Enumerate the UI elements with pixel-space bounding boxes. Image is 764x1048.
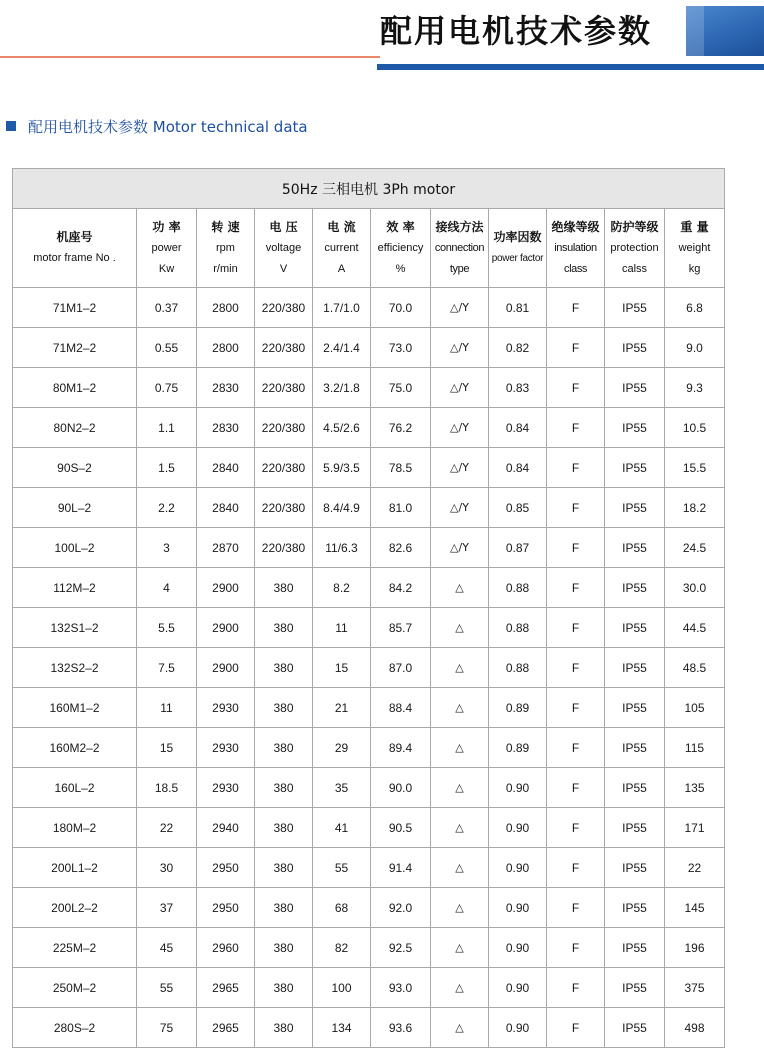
table-cell-frame: 180M–2: [13, 808, 137, 848]
table-row: [13, 608, 725, 648]
table-cell-current: 4.5/2.6: [313, 408, 371, 448]
table-cell-protection: IP55: [605, 808, 665, 848]
table-cell-current: 8.2: [313, 568, 371, 608]
table-cell-speed: 2940: [197, 808, 255, 848]
table-cell-weight: 105: [665, 688, 725, 728]
table-cell-power-factor: 0.88: [489, 568, 547, 608]
column-header-en: Kw: [158, 262, 175, 275]
table-cell-current: 55: [313, 848, 371, 888]
table-row: [13, 768, 725, 808]
table-cell-voltage: 380: [255, 688, 313, 728]
table-cell-insulation: F: [547, 728, 605, 768]
table-cell-voltage: 380: [255, 888, 313, 928]
table-cell-weight: 9.3: [665, 368, 725, 408]
table-cell-speed: 2870: [197, 528, 255, 568]
table-cell-weight: 135: [665, 768, 725, 808]
column-header-current: [313, 209, 371, 288]
table-cell-connection: △/Y: [431, 288, 489, 328]
table-cell-power-factor: 0.90: [489, 928, 547, 968]
table-cell-weight: 22: [665, 848, 725, 888]
table-cell-frame: 280S–2: [13, 1008, 137, 1048]
table-body: [13, 288, 725, 1048]
table-cell-power: 55: [137, 968, 197, 1008]
table-cell-efficiency: 93.6: [371, 1008, 431, 1048]
table-cell-efficiency: 85.7: [371, 608, 431, 648]
table-cell-weight: 196: [665, 928, 725, 968]
table-cell-insulation: F: [547, 688, 605, 728]
column-header-en: power factor: [491, 253, 544, 264]
table-cell-power: 0.37: [137, 288, 197, 328]
table-cell-insulation: F: [547, 288, 605, 328]
table-cell-power-factor: 0.90: [489, 888, 547, 928]
table-cell-connection: △: [431, 728, 489, 768]
column-header-en: connection: [434, 241, 485, 254]
table-cell-frame: 132S2–2: [13, 648, 137, 688]
column-header-en: %: [395, 262, 406, 275]
table-row: [13, 888, 725, 928]
table-cell-connection: △/Y: [431, 528, 489, 568]
table-cell-frame: 80M1–2: [13, 368, 137, 408]
section-heading-text: 配用电机技术参数 Motor technical data: [28, 117, 308, 136]
table-cell-speed: 2930: [197, 768, 255, 808]
table-cell-power: 15: [137, 728, 197, 768]
table-cell-frame: 112M–2: [13, 568, 137, 608]
table-cell-voltage: 380: [255, 608, 313, 648]
table-cell-protection: IP55: [605, 408, 665, 448]
column-header-cn: 效 率: [386, 219, 415, 234]
column-header-cn: 重 量: [680, 219, 709, 234]
table-cell-protection: IP55: [605, 648, 665, 688]
table-cell-connection: △/Y: [431, 328, 489, 368]
table-cell-voltage: 380: [255, 768, 313, 808]
table-cell-frame: 132S1–2: [13, 608, 137, 648]
table-cell-insulation: F: [547, 768, 605, 808]
table-cell-insulation: F: [547, 808, 605, 848]
column-header-en: current: [324, 241, 359, 254]
corner-accent-block: [686, 6, 764, 56]
table-cell-frame: 100L–2: [13, 528, 137, 568]
column-header-en: protection: [610, 241, 659, 254]
table-cell-efficiency: 82.6: [371, 528, 431, 568]
table-cell-efficiency: 75.0: [371, 368, 431, 408]
table-cell-speed: 2840: [197, 448, 255, 488]
table-cell-efficiency: 91.4: [371, 848, 431, 888]
table-cell-current: 100: [313, 968, 371, 1008]
column-header-en: rpm: [216, 241, 235, 254]
table-cell-frame: 200L1–2: [13, 848, 137, 888]
table-cell-insulation: F: [547, 648, 605, 688]
table-cell-power-factor: 0.88: [489, 648, 547, 688]
title-accent-bar: [377, 64, 764, 70]
table-cell-insulation: F: [547, 528, 605, 568]
table-cell-protection: IP55: [605, 368, 665, 408]
table-cell-voltage: 380: [255, 968, 313, 1008]
section-square-icon: [6, 121, 16, 131]
table-cell-protection: IP55: [605, 528, 665, 568]
table-cell-power-factor: 0.84: [489, 408, 547, 448]
table-cell-protection: IP55: [605, 928, 665, 968]
table-cell-power: 30: [137, 848, 197, 888]
table-cell-power-factor: 0.87: [489, 528, 547, 568]
motor-data-table: [12, 168, 725, 1048]
table-cell-voltage: 220/380: [255, 288, 313, 328]
table-cell-connection: △/Y: [431, 488, 489, 528]
table-cell-insulation: F: [547, 928, 605, 968]
table-cell-current: 11/6.3: [313, 528, 371, 568]
table-cell-power: 1.1: [137, 408, 197, 448]
table-cell-weight: 9.0: [665, 328, 725, 368]
table-cell-weight: 48.5: [665, 648, 725, 688]
table-row: [13, 368, 725, 408]
table-cell-power-factor: 0.88: [489, 608, 547, 648]
table-cell-current: 1.7/1.0: [313, 288, 371, 328]
table-cell-protection: IP55: [605, 1008, 665, 1048]
column-header-en: weight: [678, 241, 711, 254]
table-cell-weight: 15.5: [665, 448, 725, 488]
table-cell-connection: △: [431, 688, 489, 728]
table-cell-efficiency: 70.0: [371, 288, 431, 328]
table-cell-connection: △: [431, 888, 489, 928]
table-cell-protection: IP55: [605, 768, 665, 808]
table-cell-efficiency: 92.0: [371, 888, 431, 928]
column-header-cn: 机座号: [56, 230, 93, 244]
table-cell-insulation: F: [547, 568, 605, 608]
table-cell-insulation: F: [547, 488, 605, 528]
table-cell-efficiency: 90.0: [371, 768, 431, 808]
table-cell-speed: 2930: [197, 728, 255, 768]
column-header-cn: 电 流: [327, 219, 356, 234]
table-cell-connection: △: [431, 608, 489, 648]
table-cell-connection: △/Y: [431, 448, 489, 488]
table-row: [13, 688, 725, 728]
column-header-en: type: [449, 262, 470, 275]
table-cell-power: 45: [137, 928, 197, 968]
table-cell-voltage: 380: [255, 728, 313, 768]
page-title: 配用电机技术参数: [380, 12, 653, 50]
table-row: [13, 848, 725, 888]
table-cell-current: 5.9/3.5: [313, 448, 371, 488]
table-cell-protection: IP55: [605, 688, 665, 728]
corner-accent-shine: [686, 6, 704, 56]
table-cell-power-factor: 0.89: [489, 728, 547, 768]
table-cell-connection: △: [431, 1008, 489, 1048]
table-cell-weight: 6.8: [665, 288, 725, 328]
table-cell-power-factor: 0.81: [489, 288, 547, 328]
table-cell-speed: 2900: [197, 568, 255, 608]
table-cell-power-factor: 0.85: [489, 488, 547, 528]
table-cell-power: 7.5: [137, 648, 197, 688]
table-cell-current: 41: [313, 808, 371, 848]
table-cell-frame: 200L2–2: [13, 888, 137, 928]
table-cell-power: 11: [137, 688, 197, 728]
table-cell-protection: IP55: [605, 328, 665, 368]
table-cell-insulation: F: [547, 968, 605, 1008]
table-cell-efficiency: 90.5: [371, 808, 431, 848]
table-cell-protection: IP55: [605, 888, 665, 928]
table-cell-voltage: 380: [255, 1008, 313, 1048]
column-header-cn: 功率因数: [493, 230, 542, 244]
table-cell-protection: IP55: [605, 488, 665, 528]
table-cell-current: 35: [313, 768, 371, 808]
table-cell-connection: △: [431, 968, 489, 1008]
table-cell-power-factor: 0.90: [489, 768, 547, 808]
table-cell-power-factor: 0.82: [489, 328, 547, 368]
table-cell-voltage: 220/380: [255, 408, 313, 448]
table-cell-current: 68: [313, 888, 371, 928]
table-cell-power-factor: 0.90: [489, 848, 547, 888]
table-cell-insulation: F: [547, 368, 605, 408]
column-header-cn: 绝缘等级: [551, 219, 600, 234]
table-cell-current: 82: [313, 928, 371, 968]
table-cell-frame: 71M2–2: [13, 328, 137, 368]
table-cell-efficiency: 84.2: [371, 568, 431, 608]
table-cell-efficiency: 78.5: [371, 448, 431, 488]
table-row: [13, 528, 725, 568]
table-cell-efficiency: 93.0: [371, 968, 431, 1008]
table-cell-power-factor: 0.83: [489, 368, 547, 408]
table-cell-connection: △: [431, 808, 489, 848]
column-header-en: A: [337, 262, 346, 275]
table-cell-weight: 24.5: [665, 528, 725, 568]
table-row: [13, 328, 725, 368]
table-row: [13, 568, 725, 608]
table-cell-current: 21: [313, 688, 371, 728]
column-header-en: kg: [688, 262, 701, 275]
table-cell-power-factor: 0.84: [489, 448, 547, 488]
table-cell-insulation: F: [547, 328, 605, 368]
table-cell-weight: 30.0: [665, 568, 725, 608]
table-cell-frame: 160M2–2: [13, 728, 137, 768]
table-cell-current: 134: [313, 1008, 371, 1048]
column-header-connection: [431, 209, 489, 288]
column-header-en: power: [151, 241, 182, 254]
table-cell-weight: 44.5: [665, 608, 725, 648]
table-cell-insulation: F: [547, 1008, 605, 1048]
table-cell-connection: △: [431, 768, 489, 808]
table-cell-connection: △: [431, 568, 489, 608]
section-heading: [6, 116, 308, 136]
table-row: [13, 808, 725, 848]
table-cell-current: 3.2/1.8: [313, 368, 371, 408]
table-row: [13, 928, 725, 968]
table-cell-power: 0.75: [137, 368, 197, 408]
table-cell-insulation: F: [547, 888, 605, 928]
table-cell-power: 3: [137, 528, 197, 568]
table-cell-power: 37: [137, 888, 197, 928]
table-cell-efficiency: 88.4: [371, 688, 431, 728]
table-cell-weight: 115: [665, 728, 725, 768]
table-cell-current: 29: [313, 728, 371, 768]
table-cell-efficiency: 81.0: [371, 488, 431, 528]
table-cell-current: 11: [313, 608, 371, 648]
column-header-frame: [13, 209, 137, 288]
table-row: [13, 488, 725, 528]
table-cell-speed: 2840: [197, 488, 255, 528]
column-header-en: efficiency: [377, 241, 424, 254]
table-cell-speed: 2930: [197, 688, 255, 728]
table-cell-current: 2.4/1.4: [313, 328, 371, 368]
column-header-cn: 电 压: [269, 219, 298, 234]
column-header-protection: [605, 209, 665, 288]
table-cell-frame: 80N2–2: [13, 408, 137, 448]
table-row: [13, 728, 725, 768]
column-header-en: class: [563, 262, 588, 275]
table-cell-weight: 375: [665, 968, 725, 1008]
table-cell-weight: 18.2: [665, 488, 725, 528]
table-cell-insulation: F: [547, 848, 605, 888]
table-cell-connection: △: [431, 848, 489, 888]
column-header-insulation: [547, 209, 605, 288]
table-cell-power-factor: 0.90: [489, 968, 547, 1008]
column-header-en: insulation: [554, 241, 597, 254]
column-header-en: voltage: [265, 241, 302, 254]
table-cell-voltage: 380: [255, 808, 313, 848]
table-cell-speed: 2965: [197, 1008, 255, 1048]
table-cell-weight: 10.5: [665, 408, 725, 448]
column-header-power-factor: [489, 209, 547, 288]
column-header-en: calss: [621, 262, 648, 275]
table-cell-speed: 2900: [197, 648, 255, 688]
table-cell-protection: IP55: [605, 968, 665, 1008]
table-cell-power: 4: [137, 568, 197, 608]
table-cell-voltage: 380: [255, 928, 313, 968]
table-cell-insulation: F: [547, 448, 605, 488]
table-cell-frame: 71M1–2: [13, 288, 137, 328]
table-cell-weight: 171: [665, 808, 725, 848]
table-cell-voltage: 380: [255, 848, 313, 888]
table-cell-speed: 2830: [197, 368, 255, 408]
table-cell-power: 0.55: [137, 328, 197, 368]
table-cell-voltage: 220/380: [255, 328, 313, 368]
table-cell-protection: IP55: [605, 568, 665, 608]
table-cell-voltage: 380: [255, 648, 313, 688]
table-row: [13, 968, 725, 1008]
table-cell-protection: IP55: [605, 728, 665, 768]
table-cell-speed: 2960: [197, 928, 255, 968]
table-cell-protection: IP55: [605, 848, 665, 888]
table-cell-efficiency: 76.2: [371, 408, 431, 448]
table-cell-speed: 2965: [197, 968, 255, 1008]
title-rule: [0, 56, 380, 58]
table-cell-speed: 2800: [197, 328, 255, 368]
column-header-cn: 防护等级: [610, 219, 659, 234]
column-header-en: r/min: [213, 262, 238, 275]
table-cell-connection: △: [431, 648, 489, 688]
table-cell-voltage: 220/380: [255, 488, 313, 528]
column-header-cn: 转 速: [211, 219, 240, 234]
table-cell-insulation: F: [547, 608, 605, 648]
table-cell-speed: 2900: [197, 608, 255, 648]
table-cell-power: 1.5: [137, 448, 197, 488]
table-cell-frame: 225M–2: [13, 928, 137, 968]
table-cell-speed: 2830: [197, 408, 255, 448]
table-cell-protection: IP55: [605, 288, 665, 328]
column-header-weight: [665, 209, 725, 288]
table-cell-efficiency: 89.4: [371, 728, 431, 768]
table-row: [13, 1008, 725, 1048]
table-cell-voltage: 220/380: [255, 368, 313, 408]
table-cell-frame: 160L–2: [13, 768, 137, 808]
table-cell-connection: △/Y: [431, 408, 489, 448]
column-header-voltage: [255, 209, 313, 288]
table-cell-efficiency: 92.5: [371, 928, 431, 968]
table-row: [13, 408, 725, 448]
table-cell-power: 2.2: [137, 488, 197, 528]
table-cell-efficiency: 87.0: [371, 648, 431, 688]
table-cell-weight: 145: [665, 888, 725, 928]
table-cell-power-factor: 0.90: [489, 1008, 547, 1048]
table-cell-voltage: 380: [255, 568, 313, 608]
column-header-cn: 功 率: [152, 219, 181, 234]
table-cell-weight: 498: [665, 1008, 725, 1048]
table-cell-voltage: 220/380: [255, 448, 313, 488]
table-cell-speed: 2950: [197, 888, 255, 928]
table-cell-power: 22: [137, 808, 197, 848]
column-header-efficiency: [371, 209, 431, 288]
table-cell-current: 15: [313, 648, 371, 688]
table-cell-power-factor: 0.89: [489, 688, 547, 728]
table-header-row: [13, 209, 725, 288]
table-cell-speed: 2950: [197, 848, 255, 888]
table-cell-frame: 90L–2: [13, 488, 137, 528]
table-cell-insulation: F: [547, 408, 605, 448]
column-header-cn: 接线方法: [435, 219, 484, 234]
column-header-power: [137, 209, 197, 288]
table-cell-power: 75: [137, 1008, 197, 1048]
column-header-speed: [197, 209, 255, 288]
table-cell-connection: △/Y: [431, 368, 489, 408]
table-cell-power-factor: 0.90: [489, 808, 547, 848]
table-caption: 50Hz 三相电机 3Ph motor: [13, 169, 725, 209]
table-cell-speed: 2800: [197, 288, 255, 328]
table-row: [13, 648, 725, 688]
table-cell-voltage: 220/380: [255, 528, 313, 568]
table-cell-current: 8.4/4.9: [313, 488, 371, 528]
column-header-en: V: [279, 262, 288, 275]
table-cell-frame: 90S–2: [13, 448, 137, 488]
table-cell-frame: 160M1–2: [13, 688, 137, 728]
table-cell-protection: IP55: [605, 448, 665, 488]
table-cell-power: 5.5: [137, 608, 197, 648]
column-header-en: motor frame No .: [33, 252, 116, 264]
table-cell-frame: 250M–2: [13, 968, 137, 1008]
table-row: [13, 288, 725, 328]
table-cell-power: 18.5: [137, 768, 197, 808]
table-cell-protection: IP55: [605, 608, 665, 648]
table-cell-connection: △: [431, 928, 489, 968]
table-row: [13, 448, 725, 488]
table-cell-efficiency: 73.0: [371, 328, 431, 368]
